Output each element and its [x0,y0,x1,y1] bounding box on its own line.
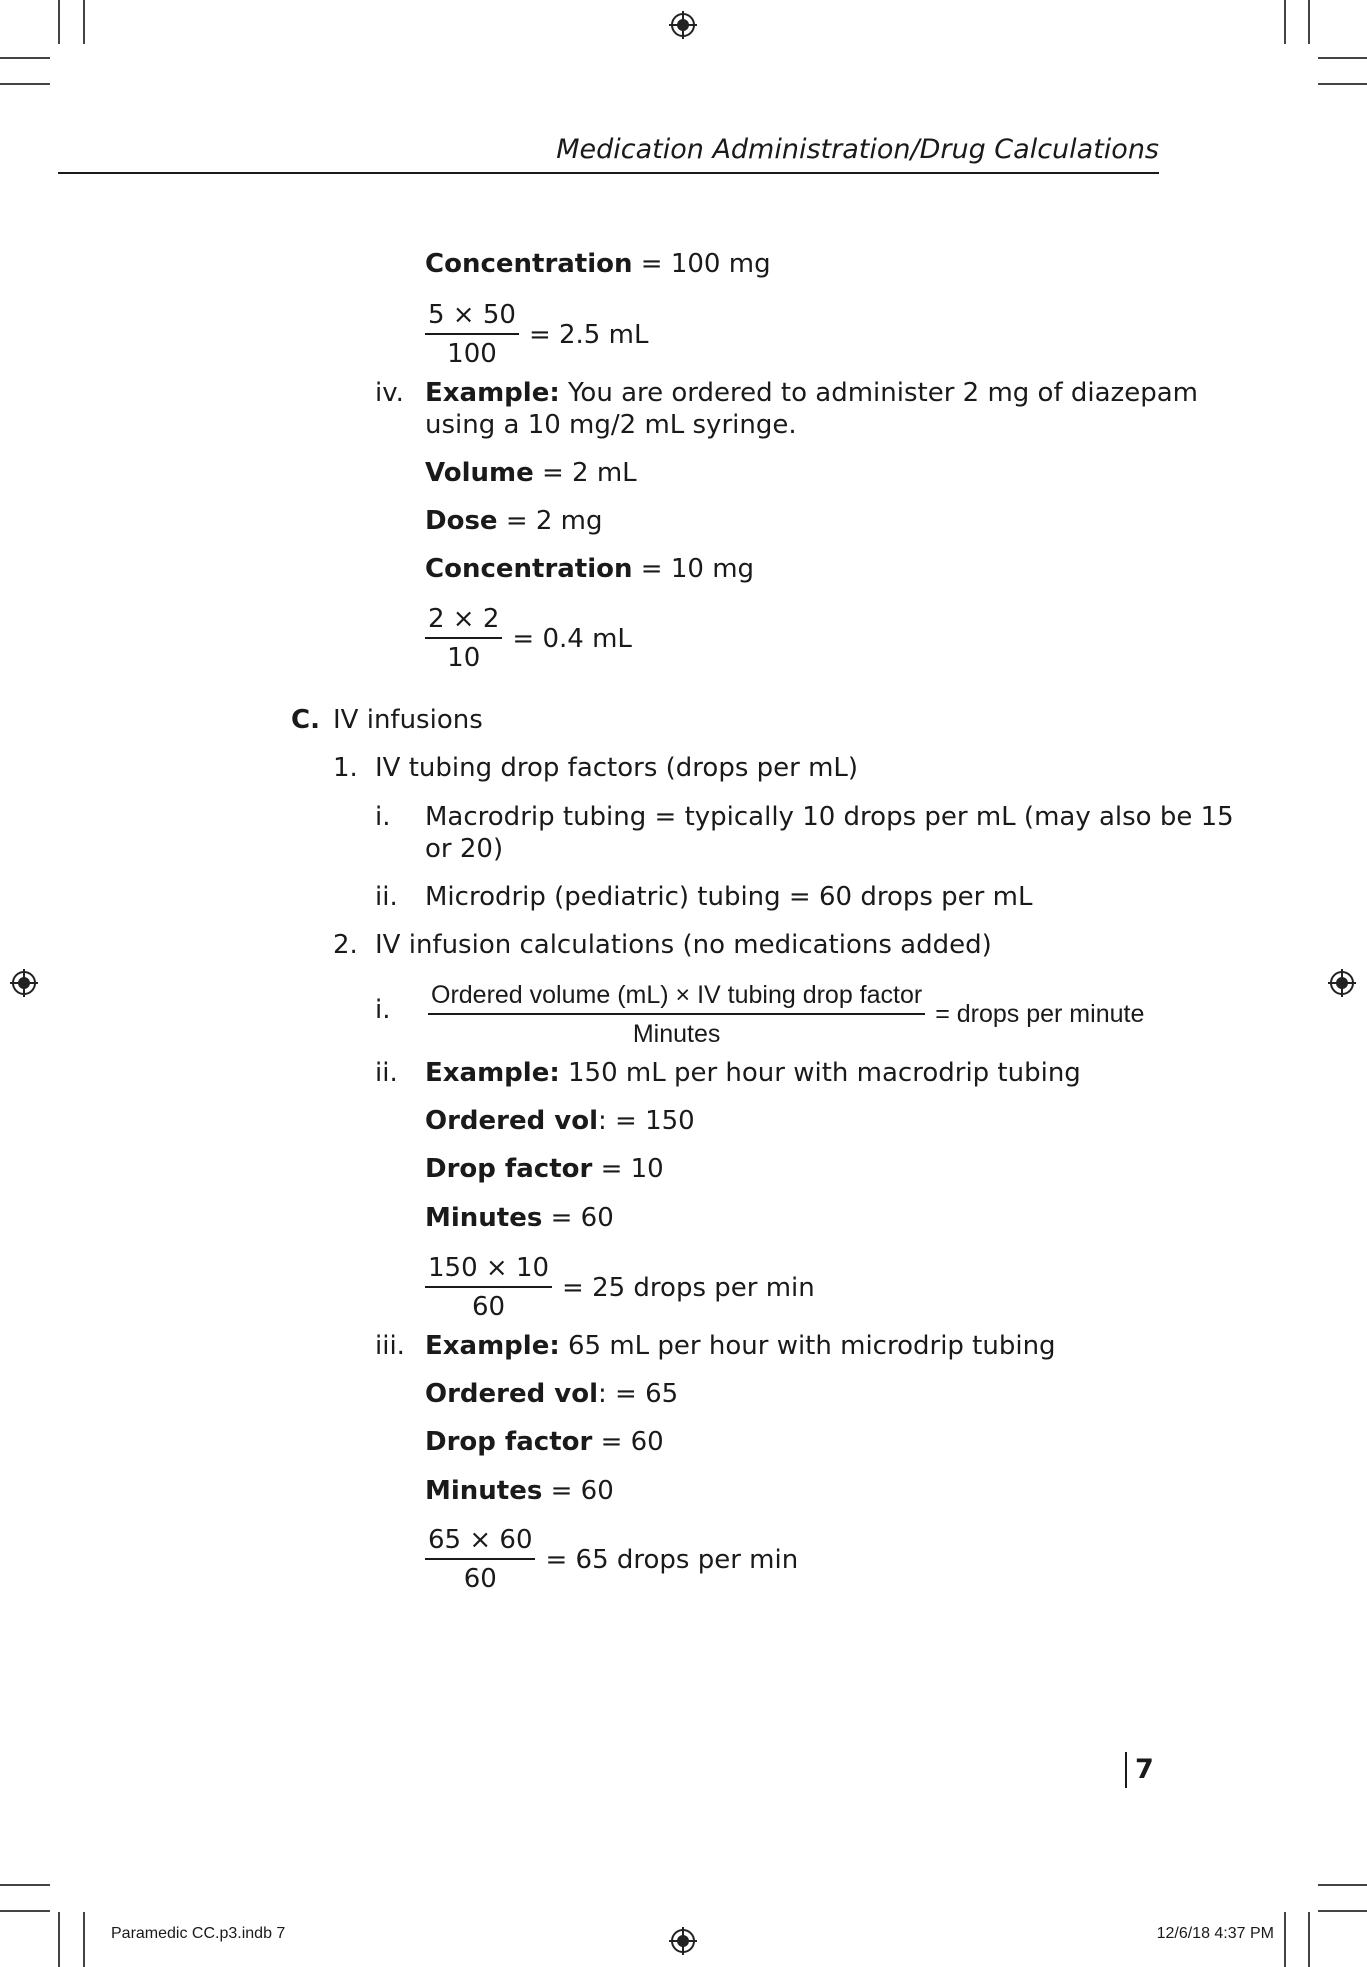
term-label: Minutes [425,1476,543,1506]
term-value: : = 150 [598,1106,695,1136]
fraction-denominator: Minutes [632,1020,721,1048]
term-value: = 60 [542,1203,614,1233]
example-line [425,1057,1081,1089]
fraction-equation [425,300,648,369]
fraction-denominator: 100 [447,339,497,369]
fraction-numerator: 65 × 60 [425,1525,535,1560]
term-value: = 10 [592,1154,664,1184]
list-item-text: IV infusion calculations (no medications added) [375,930,992,960]
term-label: Volume [425,458,534,488]
formula-fraction [428,980,1144,1049]
example-label: Example: [425,1058,560,1088]
fraction-equation [425,604,632,673]
term-label: Drop factor [425,1154,593,1184]
example-text: You are ordered to administer 2 mg of diazepam [559,378,1198,408]
fraction-result: = drops per minute [935,1000,1145,1028]
fraction-numerator: 2 × 2 [425,604,502,639]
registration-mark-icon [1328,969,1356,997]
concentration-line [425,553,754,585]
concentration-line [425,248,771,280]
crop-mark [83,1912,85,1967]
example-text: 65 mL per hour with microdrip tubing [559,1331,1056,1361]
term-value: = 2 mg [497,506,603,536]
drop-factor-line [425,1153,664,1185]
fraction-denominator: 10 [447,643,481,673]
list-item-text: Macrodrip tubing = typically 10 drops per mL (may also be 15 [425,802,1234,832]
example-line [425,1330,1056,1362]
crop-mark [1308,0,1310,44]
header-rule [58,172,1159,174]
list-marker: iii. [375,1331,405,1361]
fraction-denominator: 60 [463,1564,497,1594]
term-value: = 60 [592,1427,664,1457]
term-value: = 2 mL [533,458,637,488]
fraction-numerator: Ordered volume (mL) × IV tubing drop factor [428,980,925,1015]
crop-mark [0,83,50,85]
term-label: Drop factor [425,1427,593,1457]
crop-mark [58,0,60,44]
fraction-equation [425,1525,798,1594]
crop-mark [0,57,50,59]
crop-mark [83,0,85,44]
fraction-denominator: 60 [471,1292,506,1322]
term-label: Ordered vol [425,1379,599,1409]
registration-mark-icon [669,1927,697,1955]
fraction-equation [425,1253,815,1322]
term-value: = 100 mg [632,249,771,279]
fraction-numerator: 150 × 10 [425,1253,552,1288]
registration-mark-icon [669,11,697,39]
crop-mark [0,1910,50,1912]
example-text-continued: using a 10 mg/2 mL syringe. [425,410,797,440]
fraction-numerator: 5 × 50 [425,300,519,335]
section-marker: C. [291,705,320,735]
crop-mark [1308,1912,1310,1967]
minutes-line [425,1202,614,1234]
footer-file: Paramedic CC.p3.indb 7 [111,1925,286,1942]
list-marker: 2. [333,930,358,960]
term-label: Dose [425,506,498,536]
example-text: 150 mL per hour with macrodrip tubing [559,1058,1081,1088]
crop-mark [1318,83,1367,85]
list-marker: 1. [333,753,358,783]
crop-mark [58,1912,60,1967]
crop-mark [1318,57,1367,59]
list-marker: iv. [375,378,404,408]
fraction-result: = 65 drops per min [545,1544,799,1575]
ordered-volume-line [425,1105,695,1137]
list-item-text: IV tubing drop factors (drops per mL) [375,753,859,783]
list-marker: ii. [375,1058,398,1088]
list-item-text: Microdrip (pediatric) tubing = 60 drops per mL [425,882,1033,912]
crop-mark [1284,1912,1286,1967]
list-item-text-continued: or 20) [425,834,504,864]
term-label: Concentration [425,554,633,584]
term-label: Ordered vol [425,1106,599,1136]
crop-mark [1284,0,1286,44]
list-marker: i. [375,802,391,832]
example-label: Example: [425,1331,560,1361]
volume-line [425,457,637,489]
crop-mark [1318,1910,1367,1912]
fraction-result: = 2.5 mL [528,319,649,350]
term-label: Concentration [425,249,633,279]
crop-mark [0,1884,50,1886]
section-heading: IV infusions [333,705,483,735]
term-label: Minutes [425,1203,543,1233]
crop-mark [1318,1884,1367,1886]
fraction-result: = 0.4 mL [512,623,632,654]
example-line [425,377,1198,409]
registration-mark-icon [10,969,38,997]
fraction-result: = 25 drops per min [562,1272,815,1303]
list-marker: i. [375,995,391,1025]
drop-factor-line [425,1426,664,1458]
page-number: 7 [1125,1752,1154,1788]
term-value: = 60 [542,1476,614,1506]
running-header: Medication Administration/Drug Calculations [556,134,1159,165]
minutes-line [425,1475,614,1507]
dose-line [425,505,603,537]
example-label: Example: [425,378,560,408]
term-value: : = 65 [598,1379,679,1409]
list-marker: ii. [375,882,398,912]
term-value: = 10 mg [632,554,755,584]
ordered-volume-line [425,1378,678,1410]
footer-date: 12/6/18 4:37 PM [1156,1925,1274,1942]
